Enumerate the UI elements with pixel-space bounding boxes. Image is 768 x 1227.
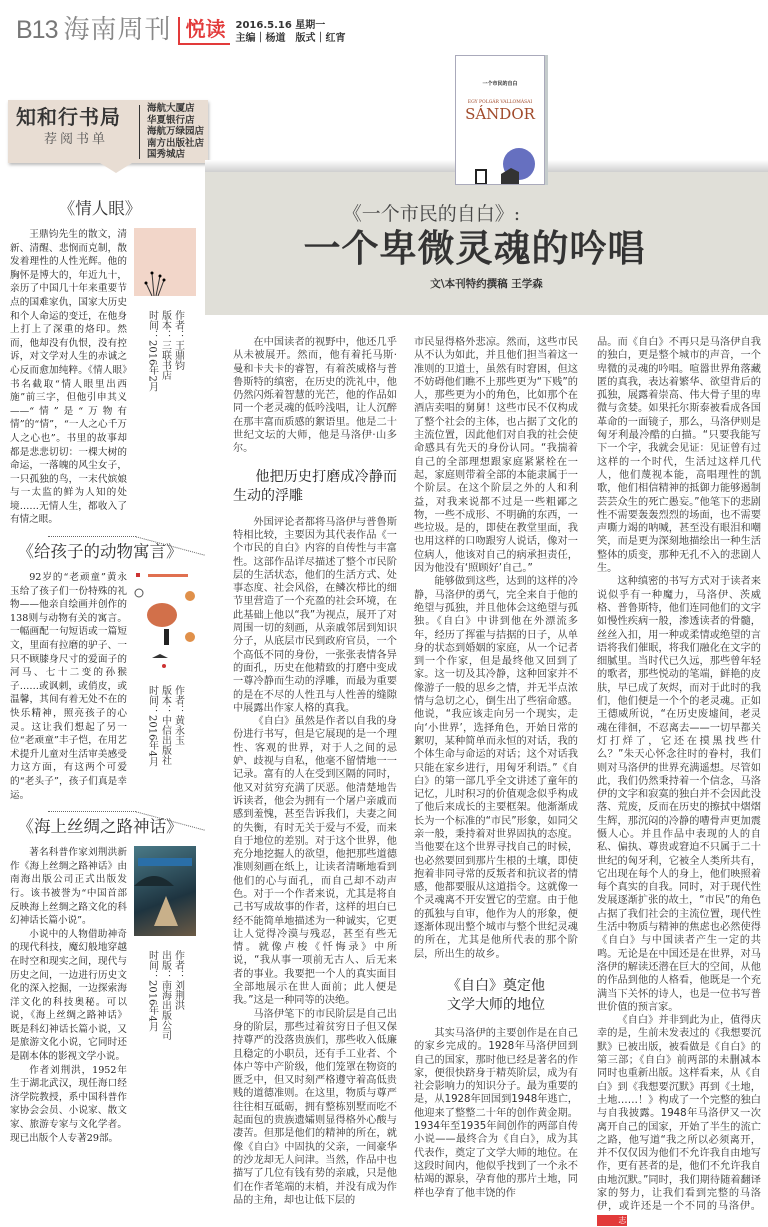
article-paragraph: 其实马洛伊的主要创作是在自己的家乡完成的。1928年马洛伊回到自己的国家，那时他已经是著名的作家，便很快跻身于精英阶层，成为有社会影响力的知识分子。最为重要的是，从1928年回国到1948年逃亡，他迎来了整整二十年的创作黄金期。1934年至1935年间创作的两部自传小说——最终合为《自白》，成为其代表作，奠定了文学大师的地位。在这段时间内，他似乎找到了一个永不枯竭的源泉，孕育他的那片土地，同样也孕育了他丰饶的作 [414, 1027, 578, 1199]
article-title: 一个卑微灵魂的吟唱 [303, 227, 646, 270]
dotted-divider [48, 811, 136, 812]
book-entry [0, 541, 205, 816]
article-paragraph: 马洛伊笔下的市民阶层是自己出身的阶层，那些过着贫穷日子但又保持尊严的没落贵族们，那些收入低廉且稳定的小职员，还有手工业者、个体户等中产阶级，他们笼罩在物资的匮乏中，但又时刻严格遵守着高低贵贱的道德准则。在这里，物质与尊严往往相互砥砺，拥有整栋别墅而吃不起面包的贵族遗孀则显得格外心酸与凄苦。但那是他们的精神的所在，就像《自白》中固执的父亲，一间豪华的沙龙却无人问津。当然，作品中也描写了几位有钱有势的亲戚，只是他们在作者笔端的末梢，并没有成为作品的主角，却也让低下层的 [233, 1008, 397, 1206]
article-column-1 [233, 336, 397, 1207]
article-paragraph [597, 1014, 761, 1227]
book-entry [0, 198, 205, 541]
article-paragraph: 在中国读者的视野中，他还几乎从未被展开。然而，他有着托马斯·曼和卡夫卡的睿智，有着茨威格与普鲁斯特的缜密，在历史的洗礼中，他仍然闪烁着智慧的光芒，他的作品如同一个老灵魂的低吟浅唱，让人沉醉在那丰富而质感的絮语里。他是二十世纪文坛的大师，他是马洛伊·山多尔。 [233, 337, 397, 455]
review-paragraph: 王鼎钧先生的散文，清新、清醒、悲悯而克制，散发着理性的人性光辉。他的胸怀是博大的，年近九十，亲历了中国几十年来重要节点的国难家仇，国家大历史和个人命运的变迁，在他身上打上了深重的烙印。然而，他却没有仇恨，没有控诉，对文学对人生的赤诚之心反而愈加纯粹。《情人眼》书名截取“情人眼里出西施”前三字，但他引申其义——“情”是“万物有情”的“情”，“一人之心千万人之心也”。书里的故事却都是悲悲切切：一棵大树的命运，一落魄的风尘女子，一只孤独的鸟，一末代嫔娘与一太监的鲜为人知的处境……无情人生，都收入了有情之眼。 [10, 229, 127, 526]
heading-line: 文学大师的地位 [447, 996, 545, 1013]
article-column-3 [597, 336, 761, 1227]
book-title-qingrenyan: 《情人眼》 [58, 199, 142, 218]
dotted-divider [48, 536, 136, 537]
issue-date: 2016.5.16 星期一 [235, 20, 326, 31]
cover-title: 一个市民的自白 [482, 81, 518, 87]
book-list-sidebar [0, 198, 205, 1159]
branch-item: 海航万绿园店 [147, 126, 205, 137]
issue-info [236, 19, 346, 45]
cover-foreign-title: EGY POLGÁR VALLOMÁSAI [467, 100, 533, 105]
cover-illustration [134, 228, 196, 296]
review-paragraph: 92岁的“老顽童”黄永玉给了孩子们一份特殊的礼物——他亲自绘画并创作的138则与动物有关的寓言。一幅画配一句短语或一篇短文，里面有拉磨的驴子、一只不顾膝身尺寸的爱面子的河马、七十二变的孙猴子……或讽刺，或俏皮，或温馨，其间有着无处不在的快乐精神，照亮孩子的心灵。这让我们想起了另一位“老顽童”丰子恺，在用艺术提升儿童对生活审美感受力这方面，有这两个可爱的“老头子”，孩子们真是幸运。 [10, 572, 127, 801]
review-paragraph: 著名科普作家刘荆洪新作《海上丝绸之路神话》由南海出版公司正式出版发行。该书被誉为“中国首部反映海上丝绸之路文化的科幻神话长篇小说”。 [10, 847, 127, 927]
book-credits [146, 310, 185, 392]
masthead-logo: 海南周刊 [63, 15, 172, 45]
book-review-dongwu-yuyan [10, 571, 127, 802]
credit-author: 作者：王鼎钧 [172, 310, 184, 370]
credit-publisher: 出版：南海出版公司 [159, 950, 171, 1041]
credit-date: 时间：2016年2月 [146, 310, 158, 392]
cover-author: SÁNDOR [465, 105, 535, 123]
page-number: B13 [16, 16, 58, 44]
article-byline: 文\本刊特约撰稿 王学森 [430, 278, 543, 290]
credit-author: 作者：刘荆洪 [172, 950, 184, 1011]
masthead [16, 15, 346, 45]
review-paragraph: 作者刘荆洪，1952年生于湖北武汉，现任海口经济学院教授，系中国科普作家协会会员、小说家、散文家、旅游专家与文化学者。现已出版个人专著29部。 [10, 1064, 127, 1144]
section-label: 悦读 [178, 17, 230, 45]
book-cover-image [134, 571, 196, 671]
branch-item: 海航大厦店 [147, 103, 195, 114]
article-paragraph: 能够做到这些，达到的这样的冷静，马洛伊的勇气，完全来自于他的绝望与孤独，并且他体会这绝望与孤独。《自白》中讲到他在外漂流多年，经历了挥霍与拮据的日子，从单身的状态到婚姻的家庭，从一个记者到一个作家，但是最终他又回到了家。这一切及其冷静，这种回家并不像游子一般的思乡之情，并无半点浓情与急切之心，倒生出了些宿命感。他说，“我应该走向另一个现实，走向‘小世界’，选择角色，开始日常的絮叨，某种简单而永恒的对话，我的个体生命与命运的对话；这个对话我只能在家乡进行，用匈牙利语。”《自白》的第一部几乎全文讲述了童年的记忆，儿时积习的价值观念似乎构成了他后来成长的主要框架。他渐渐成长为一个标准的“市民”形象，如同父亲一般，秉持着对世界固执的态度。当他要在这个世界寻找自己的时候，也必然要回到那片生根的土壤，即使抱着非同寻常的反叛者和抗议者的情感，他都要服从这道指令。这就像一个灵魂离不开安置它的茔窟。由于他的孤独与自审，他作为人的形象，便逐渐体现出整个城市与整个世纪灵魂的所在，尤其是他所代表的那个阶层，所出生的故乡。 [414, 576, 578, 960]
article-paragraph: 市民显得格外悲凉。然而，这些市民从不认为如此，并且他们担当着这一准则的卫道士，虽然有时窘困，但这不妨碍他们瞧不上那些更为“下贱”的人，那些更为小的角色，比如那个在酒店卖唱的舅舅！这些市民不仅构成了整个社会的主体，也占据了文化的主流位置，因此他们对自我的社会使命感具有先天的身份认同。“我揣着自己的全部理想跟家庭紧紧栓在一起，家庭则带着全部的本能隶属于一个阶层。在这个阶层之外的人和利益，对我来说都不过是一些粗鄙之物，一些不成形、不明确的东西，一些垃圾。是的，即使在教堂里面，我也用这样的口吻跟穷人说话，像对一位病人，他该对自己的病承担责任，因为他没有‘照顾好’自己。” [414, 337, 578, 575]
book-title-haishang-sichou: 《海上丝绸之路神话》 [17, 817, 183, 837]
book-review-qingrenyan [10, 228, 127, 527]
credit-date: 时间：2016年4月 [146, 685, 158, 767]
bookstore-name: 知和行书局 [16, 105, 121, 129]
editors: 主编｜杨道 版式｜红宵 [235, 33, 346, 44]
branch-list [140, 100, 204, 163]
book-cover-image [134, 228, 196, 296]
book-title-dongwu-yuyan: 《给孩子的动物寓言》 [17, 542, 183, 562]
article-paragraph: 这种缜密的书写方式对于读者来说似乎有一种魔力，马洛伊、茨威格、普鲁斯特，他们连同他们的文字如慢性疾病一般，渗透读者的骨髓，丝丝入扣，用一种或柔情或绝望的言语将我们催眠，将我们融化在文字的细腻里。当时代已久远，那些曾年轻的歌者，那些悦动的笔端，鲜艳的皮肤，早已成了灰烬，而对于此时的我们，他们便是一个个的老灵魂。正如王德威所说，“在历史废墟间，老灵魂在徘徊，不忍离去——一切早都关灯打烊了，它还在摸黑找些什么？”朱天心怀念往时的眷村，我们则对马洛伊的世界充满遥想。尽管如此，我们仍然秉持着一个信念，马洛伊的文字和寂寞的独白并不会因此没落、荒废，反而在历史的擦拭中熠熠生辉，那沉闷的冷静的嘈骨声更加震慑人心。并且作品中表现的人的自私、偏执、尊贵或窘迫不只属于二十世纪的匈牙利，它被全人类所共有，它出现在每个人的身上，他们映照着每个真实的自我。同时，对于现代性发展逐渐扩张的故土，“市民”的角色占据了我们社会的主流位置，现代性生活中物质与精神的焦虑也必然使得《自白》与中国读者产生一定的共鸣。无论是在中国还是在世界，对马洛伊的解读还潜在巨大的空间，从他的作品到他的人格看，他既是一个充满当下关怀的诗人，也是一位书写普世价值的预言家。 [597, 576, 761, 1013]
book-credits [146, 950, 185, 1040]
branch-item: 国秀城店 [147, 149, 186, 160]
book-cover-image [134, 846, 196, 936]
branch-item: 南方出版社店 [147, 137, 205, 149]
bookstore-subtitle: 荐阅书单 [44, 132, 109, 147]
section-heading: 他把历史打磨成冷静而生动的浮雕 [233, 468, 397, 504]
article-paragraph: 《自白》虽然是作者以自我的身份进行书写，但是它展现的是一个理性、客观的世界，对于人之间的忌妒、歧视与自私，他毫不留情地一一记录。富有的人在受到区隔的同时，他又对贫穷充满了厌恶。他清楚地告诉读者，他会为拥有一个屠户亲戚而感到羞愧，甚至告诉我们，夫妻之间的失衡，有时无关于爱与不爱，而来自于地位的差别。对于这个世界，他充分地挖掘人的欲望，他把那些道德准则刻画在纸上，让读者清晰地看到他们的心与面孔，而自己却不动声色。对于一个作者来说，尤其是将自己书写成故事的作者，这样的坦白已经不能简单地描述为一种诚实，它更让人觉得冷漠与残忍，甚至有些无情。就像卢梭《忏悔录》中所说，“我从事一项前无古人、后无来者的事业。我要把一个人的真实面目全部地展示在世人面前；此人便是我。”这是一种同等的决绝。 [233, 716, 397, 1007]
branch-item: 华夏银行店 [147, 114, 195, 126]
cover-illustration [456, 146, 545, 185]
article-paragraph: 外国评论者都将马洛伊与普鲁斯特相比较，主要因为其代表作品《一个市民的自白》内容的自传性与丰富性。这部作品详尽描述了整个市民阶层的生活状态，他们的生活方式、处事态度、社会风俗，在鳞次栉比的细节里营造了一个充盈的社会环境，在此基础上他以“我”为视点，展开了对周围一切的刻画，从亲戚邻居到知识分子，从底层市民到政府官员，一个个高低不同的身份，一张张表情各异的面孔，历史在他精致的打磨中变成一尊冷静而生动的浮雕，而最为重要的是在不尽的人性丑与人性善的缝隙中展露出作家人格的真我。 [233, 516, 397, 714]
cover-illustration [134, 846, 196, 936]
book-entry [0, 816, 205, 1159]
credit-author: 作者：黄永玉 [172, 685, 184, 746]
section-heading [414, 977, 578, 1015]
article-paragraph: 品。而《自白》不再只是马洛伊自我的独白，更是整个城市的声音，一个卑微的灵魂的吟唱。喧嚣世界角落藏匿的真我，表达着繁华、欲望背后的孤独，展露着崇高、伟大骨子里的卑微与贪婪。如果托尔斯泰被看成各国革命的一面镜子，那么，马洛伊则是匈牙利最冷酷的白描。“只要我能写下一个字，我就会见证：见证曾有过这样的一个时代，生活过这样几代人，他们蔑视本能，高唱理性的凯歌，他们相信精神的抵御力能够遏制芸芸众生的死亡愚妄。”他笔下的悲剧性不需要轰轰烈烈的场面，也不需要声嘶力竭的呐喊，甚至没有眼泪和嘲笑，而是更为深刻地描绘出一种生活整体的质变，那种无孔不入的悲剧人生。 [597, 337, 761, 575]
bookstore-heading [8, 100, 139, 163]
featured-book-cover [455, 55, 545, 185]
article-kicker: 《一个市民的自白》: [342, 203, 521, 225]
review-paragraph: 小说中的人物借助神奇的现代科技，魔幻般地穿越在时空和现实之间，现代与历史之间，一边进行历史文化的深入挖掘，一边探索海洋文化的科技奥秘。可以说，《海上丝绸之路神话》既是科幻神话长篇小说，又是旅游文化小说，它同时还是剧本体的影视文学小说。 [10, 928, 127, 1063]
end-mark-icon: 志 [597, 1215, 627, 1226]
credit-publisher: 版本：中信出版社 [159, 685, 171, 766]
credit-publisher: 版本：三联书店 [159, 310, 171, 380]
article-column-2 [414, 336, 578, 1200]
paragraph-text: 《自白》并非到此为止，值得庆幸的是，生前未发表过的《我想要沉默》已被出版，被看做是《自白》的第三部；《自白》前两部的未删减本同时也重新出版。这样看来，从《自白》到《我想要沉默》再到《土地，土地……！》构成了一个完整的独白与自我披露。1948年马洛伊又一次离开自己的国家，开始了半生的流亡之路，他写道“我之所以必须离开，并不仅仅因为他们不允许我自由地写作，更有甚者的是，他们不允许我自由地沉默。”同时，我们期待随着翻译家的努力，让我们看到完整的马洛伊，或许还是一个不同的马洛伊。 [597, 1015, 761, 1213]
book-review-haishang-sichou [10, 846, 127, 1145]
bookstore-box [8, 100, 208, 163]
cover-illustration [134, 571, 196, 671]
book-credits [146, 685, 185, 767]
heading-line: 《自白》奠定他 [447, 977, 545, 994]
hero-band [205, 172, 768, 315]
credit-date: 时间：2016年4月 [146, 950, 158, 1032]
